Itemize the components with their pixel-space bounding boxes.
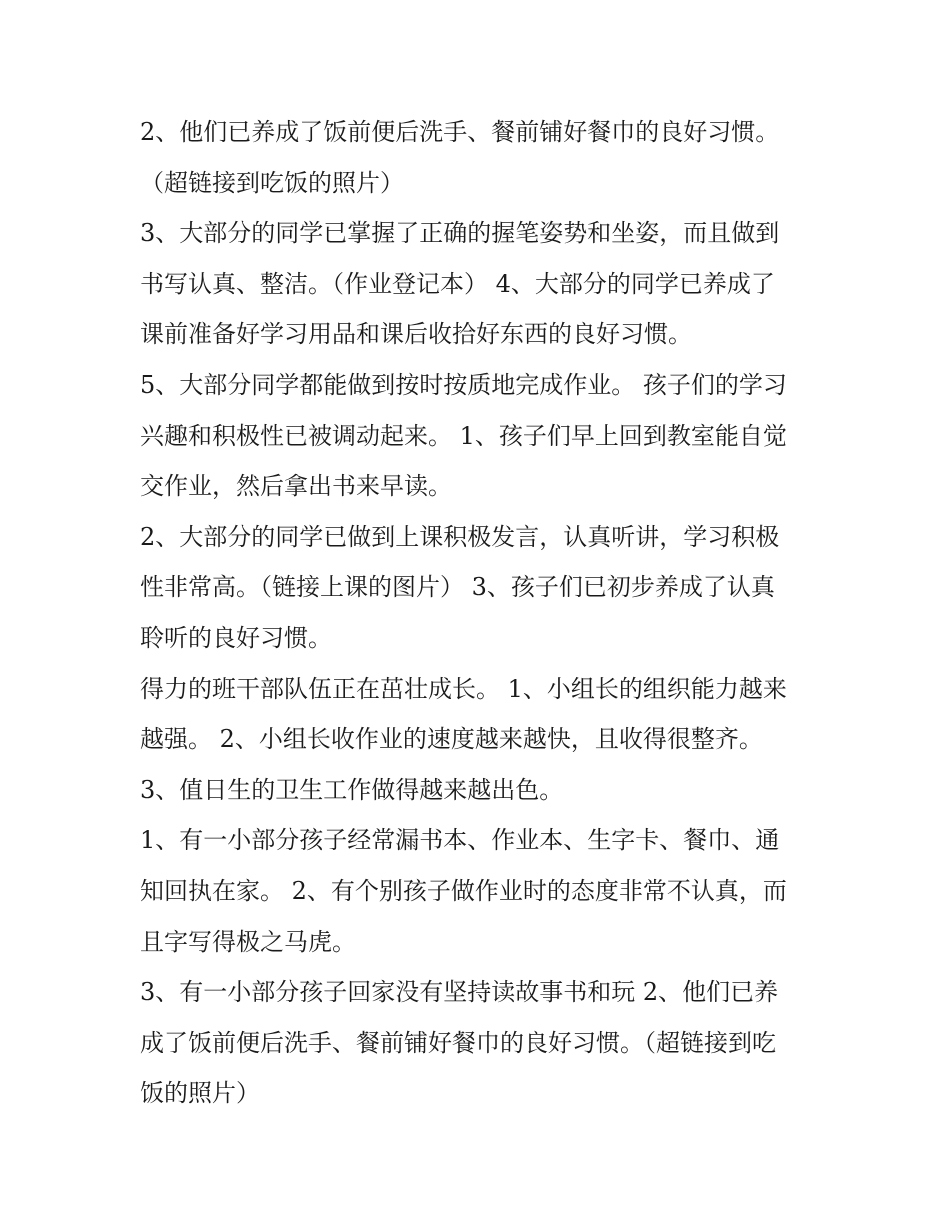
text-line: 3、有一小部分孩子回家没有坚持读故事书和玩 2、他们已养 xyxy=(140,978,779,1007)
text-line: 2、他们已养成了饭前便后洗手、餐前铺好餐巾的良好习惯。 xyxy=(140,118,780,146)
text-line: 成了饭前便后洗手、餐前铺好餐巾的良好习惯。（超链接到吃 xyxy=(140,1028,776,1057)
text-line: 越强。 2、小组长收作业的速度越来越快，且收得很整齐。 xyxy=(140,725,763,754)
text-line: 知回执在家。 2、有个别孩子做作业时的态度非常不认真，而 xyxy=(140,876,787,905)
text-line: 课前准备好学习用品和课后收拾好东西的良好习惯。 xyxy=(140,320,692,349)
text-line: 饭的照片） xyxy=(140,1079,260,1108)
text-line: 聆听的良好习惯。 xyxy=(140,623,332,652)
text-line: 2、大部分的同学已做到上课积极发言，认真听讲，学习积极 xyxy=(140,522,780,551)
document-body xyxy=(140,107,820,1119)
text-line: 且字写得极之马虎。 xyxy=(140,927,356,956)
text-line: 3、大部分的同学已掌握了正确的握笔姿势和坐姿，而且做到 xyxy=(140,219,780,248)
text-line: 书写认真、整洁。（作业登记本） 4、大部分的同学已养成了 xyxy=(140,269,775,298)
text-line: （超链接到吃饭的照片） xyxy=(140,168,404,197)
text-line: 兴趣和积极性已被调动起来。 1、孩子们早上回到教室能自觉 xyxy=(140,421,787,450)
text-line: 1、有一小部分孩子经常漏书本、作业本、生字卡、餐巾、通 xyxy=(140,826,780,855)
text-line: 得力的班干部队伍正在茁壮成长。 1、小组长的组织能力越来 xyxy=(140,674,787,703)
text-line: 交作业，然后拿出书来早读。 xyxy=(140,472,452,501)
text-line: 3、值日生的卫生工作做得越来越出色。 xyxy=(140,775,564,804)
text-line: 性非常高。（链接上课的图片） 3、孩子们已初步养成了认真 xyxy=(140,573,775,602)
text-line: 5、大部分同学都能做到按时按质地完成作业。 孩子们的学习 xyxy=(140,370,787,399)
